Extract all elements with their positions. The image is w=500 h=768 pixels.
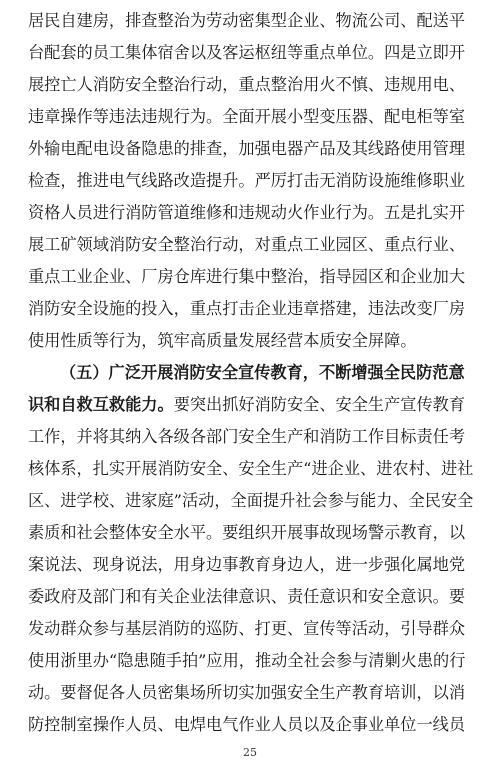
text-line: 区、进学校、进家庭”活动，全面提升社会参与能力、全民安全 [28, 491, 474, 510]
text-line: 使用浙里办“隐患随手拍”应用，推动全社会参与清剿火患的行 [28, 651, 466, 670]
paragraph-start: 要突出抓好消防安全、安全生产宣传教育 [173, 395, 466, 414]
section-heading: （五）广泛开展消防安全宣传教育，不断增强全民防范意 [60, 363, 465, 382]
text-line: 动。要督促各人员密集场所切实加强安全生产教育培训，以消 [28, 683, 466, 702]
text-line: 核体系，扎实开展消防安全、安全生产“进企业、进农村、进社 [28, 459, 474, 478]
text-line: 展工矿领域消防安全整治行动，对重点工业园区、重点行业、 [28, 235, 466, 254]
text-line: 案说法、现身说法，用身边事教育身边人，进一步强化属地党 [28, 555, 466, 574]
text-line: 防控制室操作人员、电焊电气作业人员以及企事业单位一线员 [28, 715, 466, 734]
page-number: 25 [243, 746, 257, 759]
text-line: 使用性质等行为，筑牢高质量发展经营本质安全屏障。 [28, 331, 417, 350]
text-line: 重点工业企业、厂房仓库进行集中整治，指导园区和企业加大 [28, 267, 466, 286]
section-heading-end: 识和自救互救能力。 [28, 395, 174, 414]
text-line: 工作，并将其纳入各级各部门安全生产和消防工作目标责任考 [28, 427, 466, 446]
section-heading-continuation [28, 390, 476, 420]
text-line: 台配套的员工集体宿舍以及客运枢纽等重点单位。四是立即开 [28, 43, 466, 62]
text-line: 资格人员进行消防管道维修和违规动火作业行为。五是扎实开 [28, 203, 466, 222]
text-line: 素质和社会整体安全水平。要组织开展事故现场警示教育，以 [28, 523, 466, 542]
text-line: 外输电配电设备隐患的排查，加强电器产品及其线路使用管理 [28, 139, 466, 158]
text-line: 居民自建房，排查整治为劳动密集型企业、物流公司、配送平 [28, 11, 466, 30]
text-line: 违章操作等违法违规行为。全面开展小型变压器、配电柜等室 [28, 107, 466, 126]
text-line: 展控亡人消防安全整治行动，重点整治用火不慎、违规用电、 [28, 75, 466, 94]
text-line: 检查，推进电气线路改造提升。严厉打击无消防设施维修职业 [28, 171, 466, 190]
text-line: 委政府及部门和有关企业法律意识、责任意识和安全意识。要 [28, 587, 466, 606]
text-line: 发动群众参与基层消防的巡防、打更、宣传等活动，引导群众 [28, 619, 466, 638]
text-line: 消防安全设施的投入，重点打击企业违章搭建，违法改变厂房 [28, 299, 466, 318]
